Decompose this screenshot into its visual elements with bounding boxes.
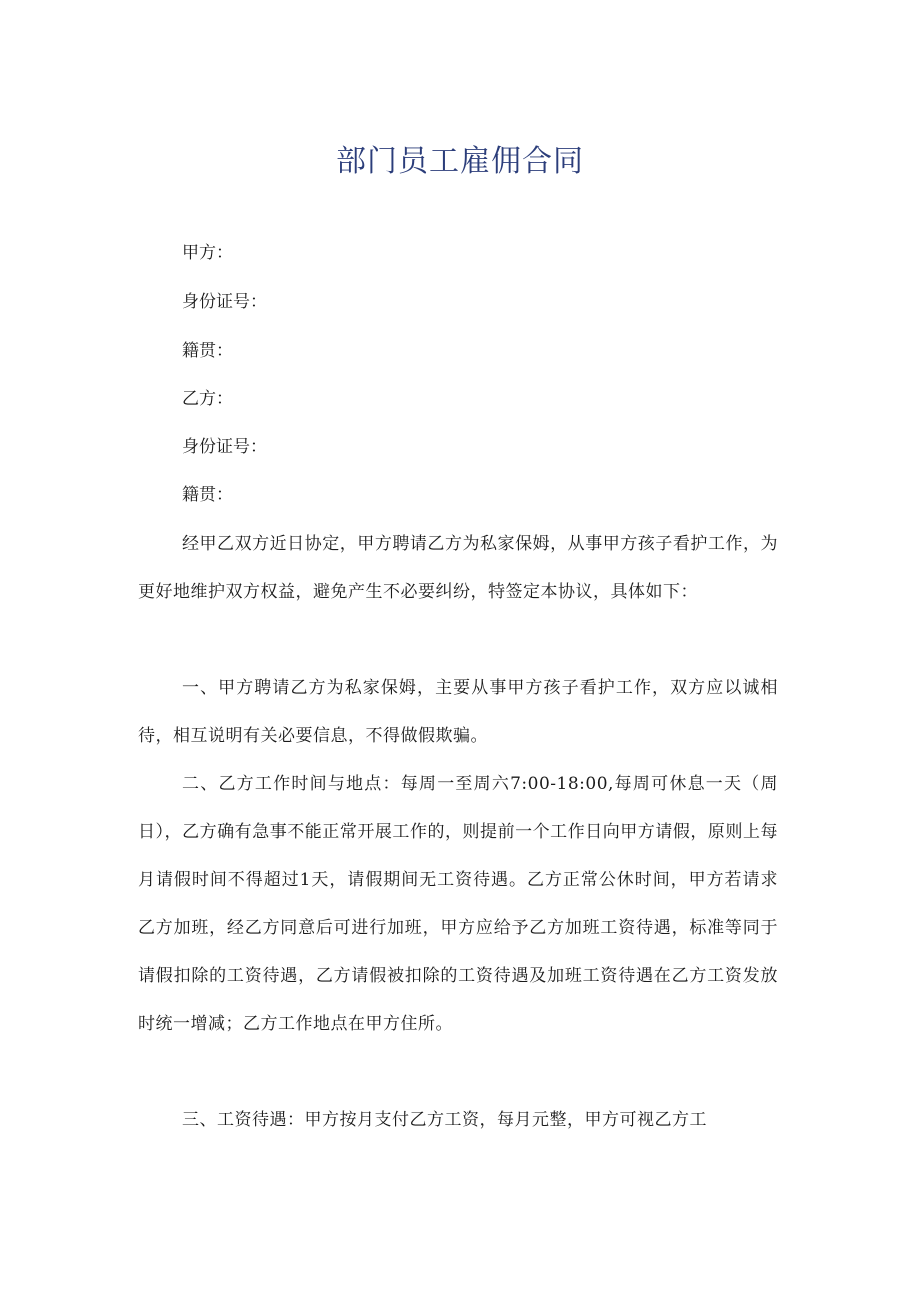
- clause-3-paragraph: 三、工资待遇：甲方按月支付乙方工资，每月元整，甲方可视乙方工: [182, 1110, 707, 1130]
- party-a-id-label: 身份证号：: [182, 292, 267, 312]
- party-b-origin-label: 籍贯：: [182, 485, 233, 505]
- party-a-label: 甲方：: [182, 243, 233, 263]
- party-a-origin-label: 籍贯：: [182, 341, 233, 361]
- clause-1-paragraph: 一、甲方聘请乙方为私家保姆，主要从事甲方孩子看护工作，双方应以诚相待，相互说明有关必要信息，不得做假欺骗。: [138, 678, 778, 746]
- document-title: 部门员工雇佣合同: [336, 144, 584, 179]
- clause-2-paragraph: 二、乙方工作时间与地点：每周一至周六7:00-18:00,每周可休息一天（周日），乙方确有急事不能正常开展工作的，则提前一个工作日向甲方请假，原则上每月请假时间不得超过1天，请假期间无工资待遇。乙方正常公休时间，甲方若请求乙方加班，经乙方同意后可进行加班，甲方应给予乙方加班工资待遇，标准等同于请假扣除的工资待遇，乙方请假被扣除的工资待遇及加班工资待遇在乙方工资发放时统一增减；乙方工作地点在甲方住所。: [138, 774, 778, 1034]
- party-b-label: 乙方：: [182, 389, 233, 409]
- intro-paragraph: 经甲乙双方近日协定，甲方聘请乙方为私家保姆，从事甲方孩子看护工作，为更好地维护双方权益，避免产生不必要纠纷，特签定本协议，具体如下：: [138, 534, 778, 602]
- party-b-id-label: 身份证号：: [182, 437, 267, 457]
